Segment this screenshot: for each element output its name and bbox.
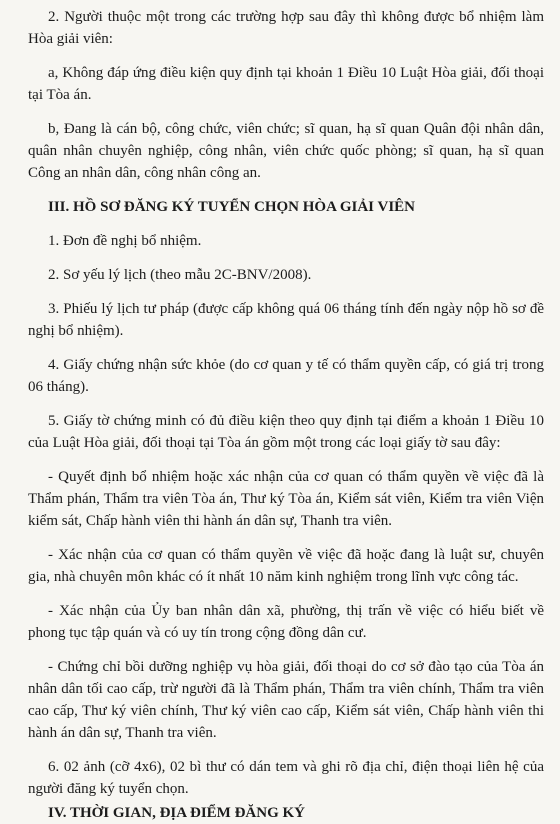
item-5-bullet-3: - Xác nhận của Ủy ban nhân dân xã, phường, thị trấn về việc có hiểu biết về phong tục tập quán và có uy tín trong cộng đồng dân cư.	[28, 603, 544, 641]
paragraph-2: 2. Người thuộc một trong các trường hợp sau đây thì không được bổ nhiệm làm Hòa giải viên:	[28, 9, 544, 47]
item-5: 5. Giấy tờ chứng minh có đủ điều kiện theo quy định tại điểm a khoản 1 Điều 10 của Luật Hòa giải, đối thoại tại Tòa án gồm một trong các loại giấy tờ sau đây:	[28, 413, 544, 451]
item-6: 6. 02 ảnh (cỡ 4x6), 02 bì thư có dán tem và ghi rõ địa chỉ, điện thoại liên hệ của người đăng ký tuyển chọn.	[28, 759, 544, 797]
paragraph-2b: b, Đang là cán bộ, công chức, viên chức; sĩ quan, hạ sĩ quan Quân đội nhân dân, quân nhân chuyên nghiệp, công nhân, viên chức quốc phòng; sĩ quan, hạ sĩ quan Công an nhân dân, công nhân công an.	[28, 121, 544, 181]
item-3: 3. Phiếu lý lịch tư pháp (được cấp không quá 06 tháng tính đến ngày nộp hồ sơ đề nghị bổ nhiệm).	[28, 301, 544, 339]
item-2: 2. Sơ yếu lý lịch (theo mẫu 2C-BNV/2008).	[48, 267, 312, 283]
paragraph-2a: a, Không đáp ứng điều kiện quy định tại khoản 1 Điều 10 Luật Hòa giải, đối thoại tại Tòa án.	[28, 65, 544, 103]
section-4-heading: IV. THỜI GIAN, ĐỊA ĐIỂM ĐĂNG KÝ	[48, 805, 305, 821]
item-5-bullet-1: - Quyết định bổ nhiệm hoặc xác nhận của cơ quan có thẩm quyền về việc đã là Thẩm phán, Thẩm tra viên Tòa án, Thư ký Tòa án, Kiểm sát viên, Kiểm tra viên Viện kiểm sát, Chấp hành viên thi hành án dân sự, Thanh tra viên.	[28, 469, 544, 529]
item-5-bullet-2: - Xác nhận của cơ quan có thẩm quyền về việc đã hoặc đang là luật sư, chuyên gia, nhà chuyên môn khác có ít nhất 10 năm kinh nghiệm trong lĩnh vực công tác.	[28, 547, 544, 585]
section-3-heading: III. HỒ SƠ ĐĂNG KÝ TUYỂN CHỌN HÒA GIẢI VIÊN	[48, 199, 416, 215]
item-5-bullet-4: - Chứng chỉ bồi dưỡng nghiệp vụ hòa giải, đối thoại do cơ sở đào tạo của Tòa án nhân dân tối cao cấp, trừ người đã là Thẩm phán, Thẩm tra viên chính, Thẩm tra viên cao cấp, Thư ký viên chính, Thư ký viên cao cấp, Kiểm sát viên, Chấp hành viên thi hành án dân sự, Thanh tra viên.	[28, 659, 544, 741]
item-4: 4. Giấy chứng nhận sức khỏe (do cơ quan y tế có thẩm quyền cấp, có giá trị trong 06 tháng).	[28, 357, 544, 395]
item-1: 1. Đơn đề nghị bổ nhiệm.	[48, 233, 202, 249]
